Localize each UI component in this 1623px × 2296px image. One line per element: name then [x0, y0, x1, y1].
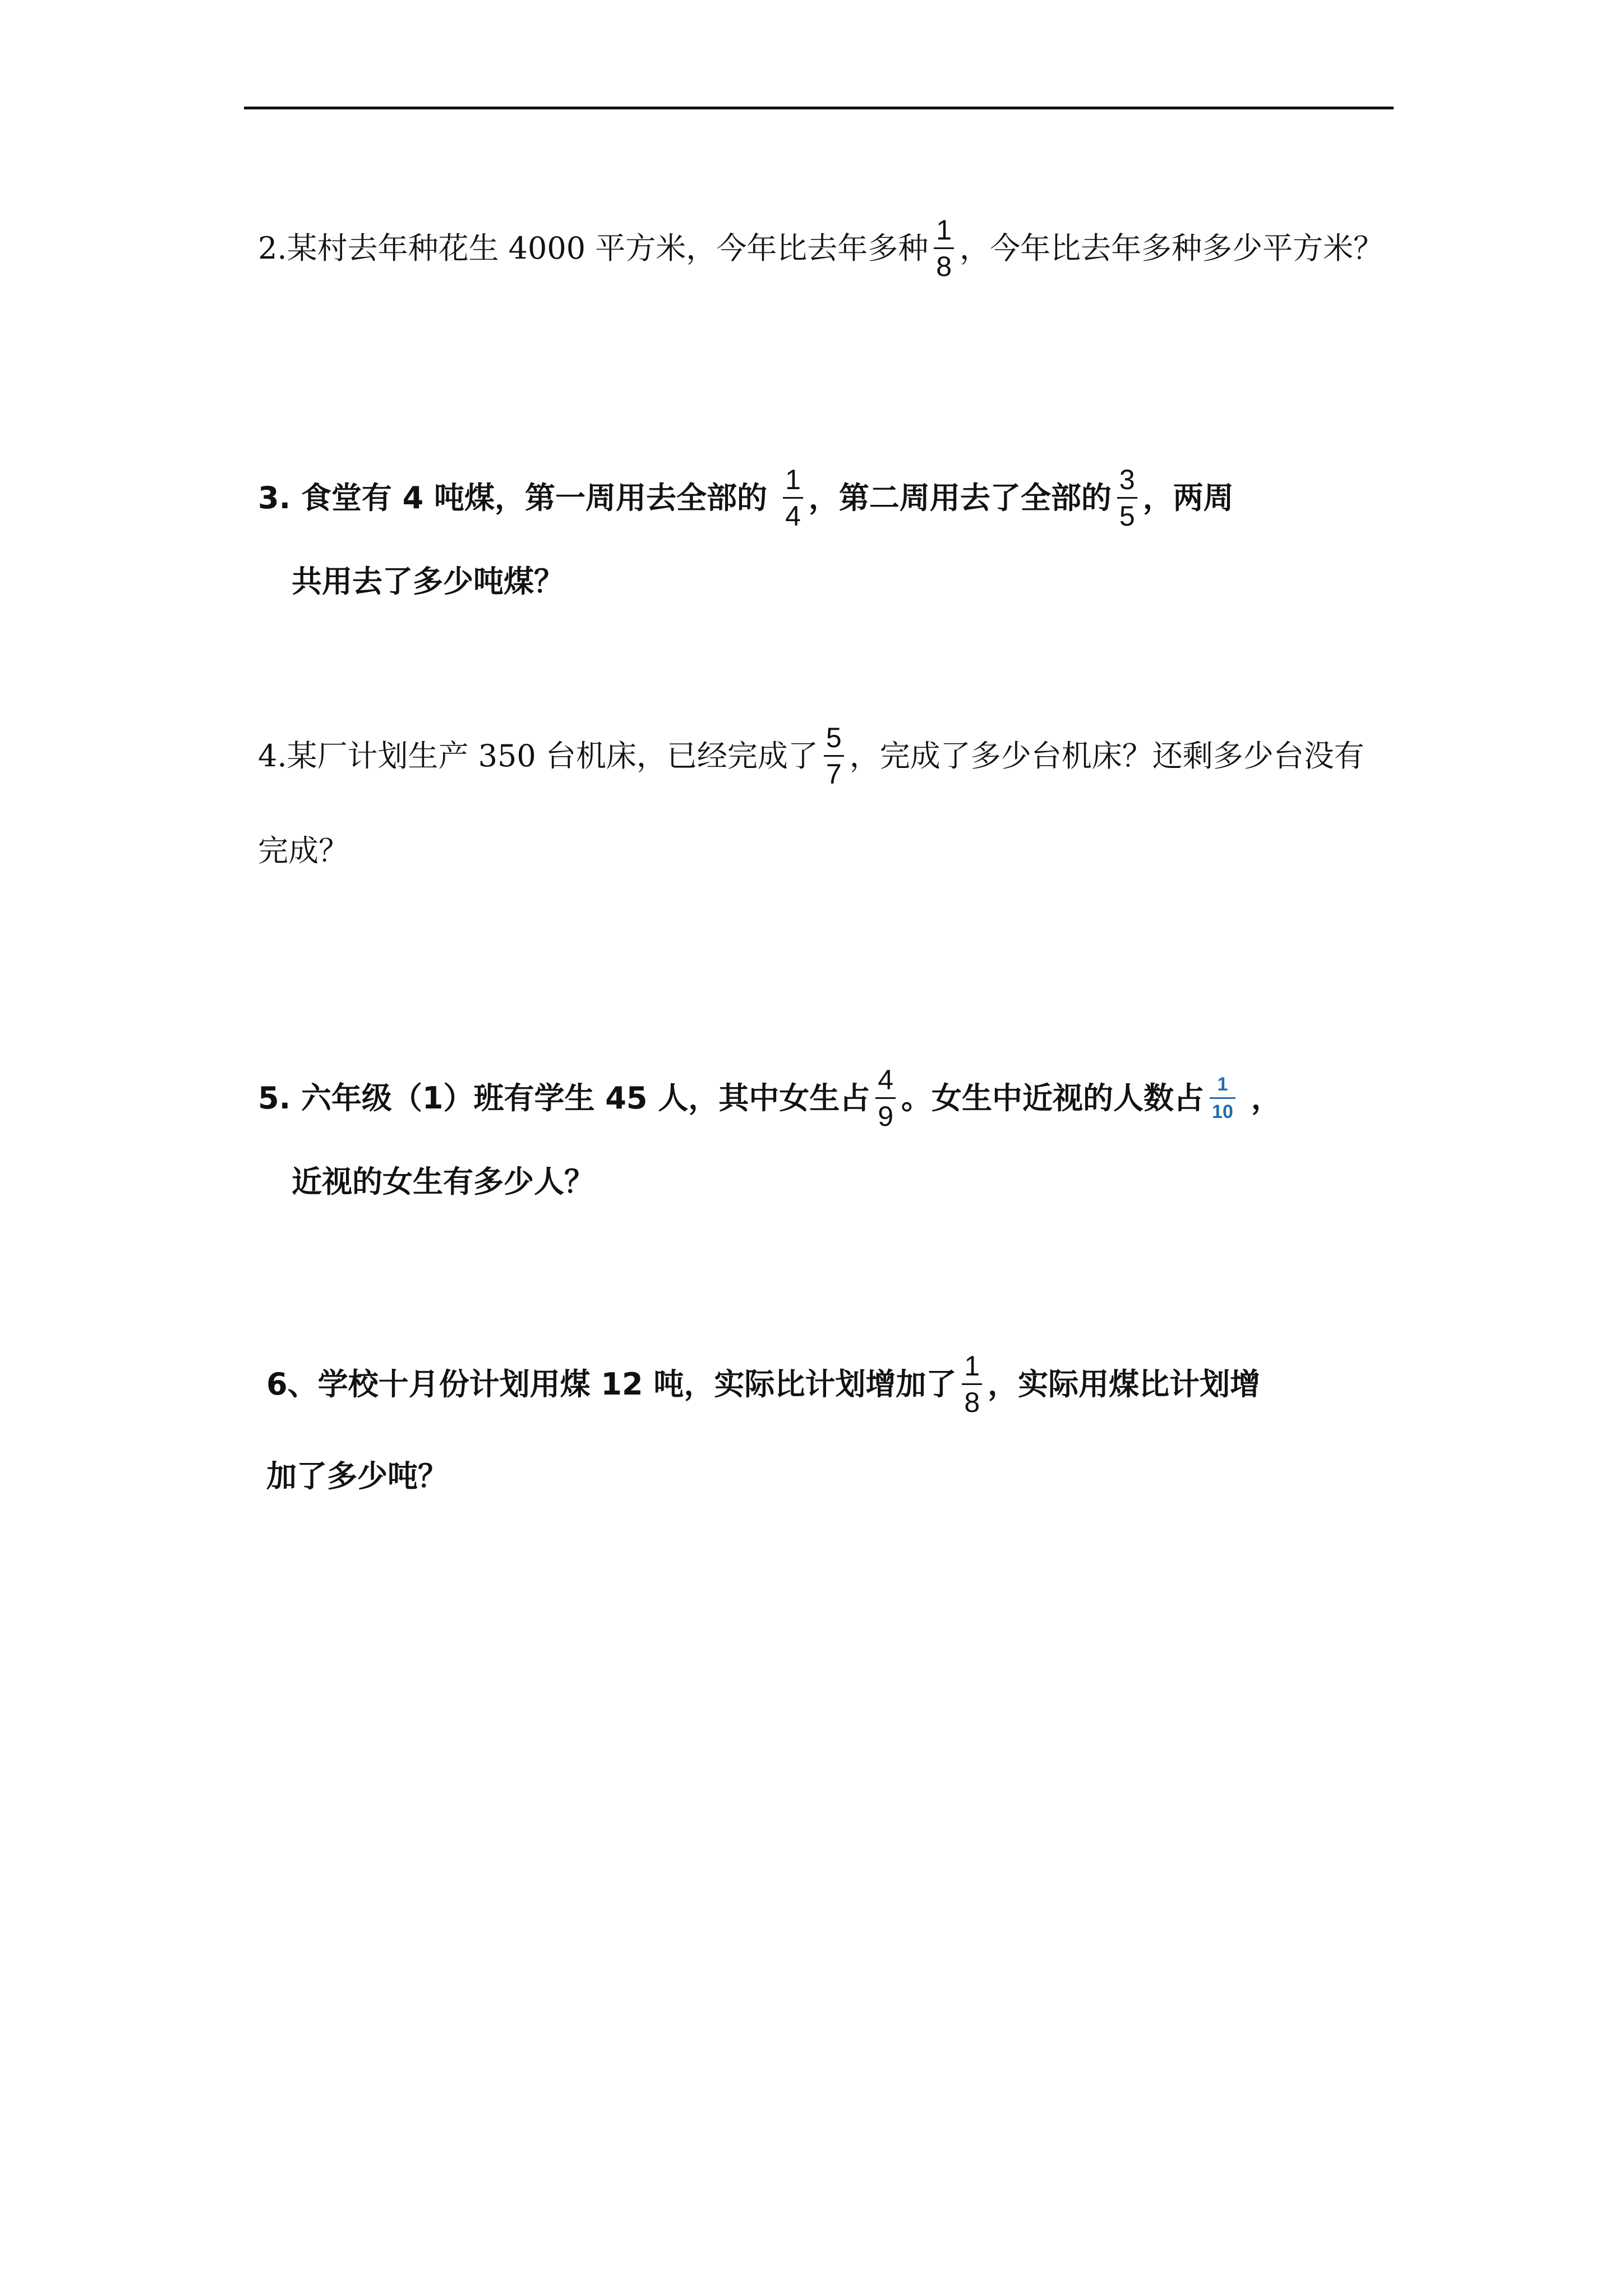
question-3-fraction-2 [1117, 466, 1137, 530]
header-rule [244, 107, 1394, 109]
question-4-text-end: ，完成了多少台机床？还剩多少台没有 [849, 738, 1364, 774]
question-5-fraction-1 [875, 1066, 896, 1130]
question-3-text-line-2: 共用去了多少吨煤？ [292, 564, 564, 599]
fraction-denominator: 8 [964, 1387, 980, 1418]
fraction-denominator: 7 [826, 758, 842, 790]
question-5-fraction-2 [1210, 1075, 1235, 1121]
question-5-text-end: ， [1251, 1080, 1281, 1116]
question-4-line-1 [258, 724, 1364, 788]
question-4-fraction [824, 724, 844, 788]
fraction-numerator: 5 [826, 722, 842, 753]
question-4-line-2 [258, 833, 349, 868]
question-5-text: 5. 六年级（1）班有学生 45 人，其中女生占 [258, 1080, 870, 1116]
question-5-line-2 [292, 1164, 594, 1199]
question-5-text-line-2: 近视的女生有多少人？ [292, 1164, 594, 1199]
fraction-denominator: 4 [785, 500, 801, 532]
question-6-line-1 [266, 1352, 1260, 1416]
fraction-denominator: 9 [878, 1101, 894, 1132]
question-3-fraction-1 [783, 466, 803, 530]
fraction-numerator: 1 [936, 214, 952, 246]
question-6-line-2 [266, 1458, 448, 1494]
question-6-text: 6、学校十月份计划用煤 12 吨，实际比计划增加了 [266, 1366, 957, 1402]
question-2-text-end: ，今年比去年多种多少平方米？ [960, 230, 1384, 266]
question-2-line-1 [258, 216, 1384, 280]
question-6-fraction [962, 1352, 982, 1416]
question-2-fraction [934, 216, 954, 280]
fraction-denominator: 8 [936, 251, 952, 282]
fraction-denominator: 5 [1119, 500, 1135, 532]
fraction-denominator: 10 [1212, 1101, 1233, 1122]
question-4-text-line-2: 完成？ [258, 833, 349, 868]
question-2-text: 2.某村去年种花生 4000 平方米，今年比去年多种 [258, 230, 929, 266]
fraction-numerator: 1 [964, 1350, 980, 1382]
question-3-line-1 [258, 466, 1234, 530]
question-4-text: 4.某厂计划生产 350 台机床，已经完成了 [258, 738, 818, 774]
fraction-numerator: 1 [785, 464, 801, 495]
question-3-text-middle: ，第二周用去了全部的 [808, 480, 1112, 516]
question-3-line-2 [292, 564, 564, 599]
question-6-text-end: ，实际用煤比计划增 [988, 1366, 1261, 1402]
question-3-text: 3. 食堂有 4 吨煤，第一周用去全部的 [258, 480, 768, 516]
fraction-numerator: 1 [1217, 1074, 1228, 1095]
question-5-line-1 [258, 1066, 1281, 1130]
fraction-numerator: 3 [1119, 464, 1135, 495]
question-6-text-line-2: 加了多少吨？ [266, 1458, 448, 1494]
fraction-numerator: 4 [878, 1064, 894, 1096]
question-5-text-middle: 。女生中近视的人数占 [901, 1080, 1205, 1116]
question-3-text-end: ，两周 [1142, 480, 1234, 516]
